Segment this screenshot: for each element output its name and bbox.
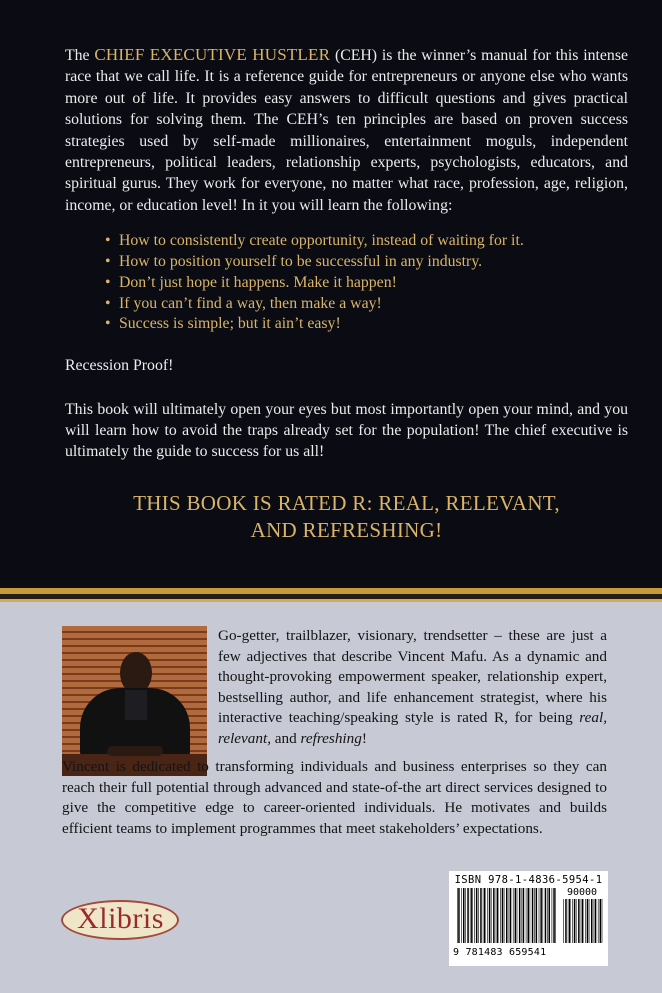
bullet-icon: • xyxy=(105,253,111,271)
rating-line-1: THIS BOOK IS RATED R: REAL, RELEVANT, xyxy=(133,490,560,515)
publisher-logo xyxy=(58,894,183,944)
intro-text: (CEH) is the winner’s manual for this intense race that we call life. It is a reference guide for entrepreneurs or anyone else who wants more out of life. It provides easy answers to difficult questions and gives practical solutions for solving them. The CEH’s ten principles are based on proven success strategies used by self-made millionaires, entertainment moguls, independent entrepreneurs, political leaders, relationship experts, psychologists, educators, and spiritual gurus. They work for everyone, no matter what race, profession, age, religion, income, or education level! In it you will learn the following: xyxy=(65,47,628,214)
addon-barcode-bars xyxy=(563,899,603,943)
ean-digits: 9 781483 659541 xyxy=(453,947,547,958)
list-item: • How to position yourself to be successful in any industry. xyxy=(105,252,622,273)
book-title: CHIEF EXECUTIVE HUSTLER xyxy=(94,45,331,64)
ean-barcode-bars xyxy=(457,888,557,943)
list-item: • Don’t just hope it happens. Make it happen! xyxy=(105,273,622,294)
bullet-icon: • xyxy=(105,232,111,250)
bullet-icon: • xyxy=(105,273,111,291)
rating-line-2: AND REFRESHING! xyxy=(250,517,443,542)
price-addon-number: 90000 xyxy=(566,887,598,898)
closing-paragraph: This book will ultimately open your eyes but most importantly open your mind, and you will learn how to avoid the traps already set for the population! The chief executive is ultimately the guide to success for us all! xyxy=(65,400,628,461)
list-item: • How to consistently create opportunity, instead of waiting for it. xyxy=(105,231,622,252)
isbn-label: ISBN 978-1-4836-5954-1 xyxy=(454,874,603,886)
list-item: • If you can’t find a way, then make a way! xyxy=(105,294,622,315)
benefits-list xyxy=(105,231,622,335)
author-bio-paragraph-1: Go-getter, trailblazer, visionary, trendsetter – these are just a few adjectives that describe Vincent Mafu. As a dynamic and thought-provoking empowerment speaker, relationship expert, bestselling author, and life enhancement strategist, where his interactive teaching/speaking style is rated R, for being real, relevant, and refreshing! xyxy=(218,627,607,747)
list-item: • Success is simple; but it ain’t easy! xyxy=(105,314,622,335)
bullet-icon: • xyxy=(105,315,111,333)
author-bio-paragraph-2: Vincent is dedicated to transforming individuals and business enterprises so they can reach their full potential through advanced and state-of-the art direct services designed to give the competitive edge to career-oriented individuals. He motivates and builds efficient teams to implement programmes that meet stakeholders’ expectations. xyxy=(62,758,607,837)
intro-paragraph xyxy=(65,44,628,216)
recession-proof-line: Recession Proof! xyxy=(65,357,174,375)
publisher-name: Xlibris xyxy=(77,902,164,935)
intro-prefix: The xyxy=(65,47,95,64)
bullet-icon: • xyxy=(105,294,111,312)
author-panel xyxy=(0,602,662,993)
rating-tagline xyxy=(65,490,628,544)
isbn-barcode xyxy=(449,871,608,966)
author-photo xyxy=(62,626,207,776)
